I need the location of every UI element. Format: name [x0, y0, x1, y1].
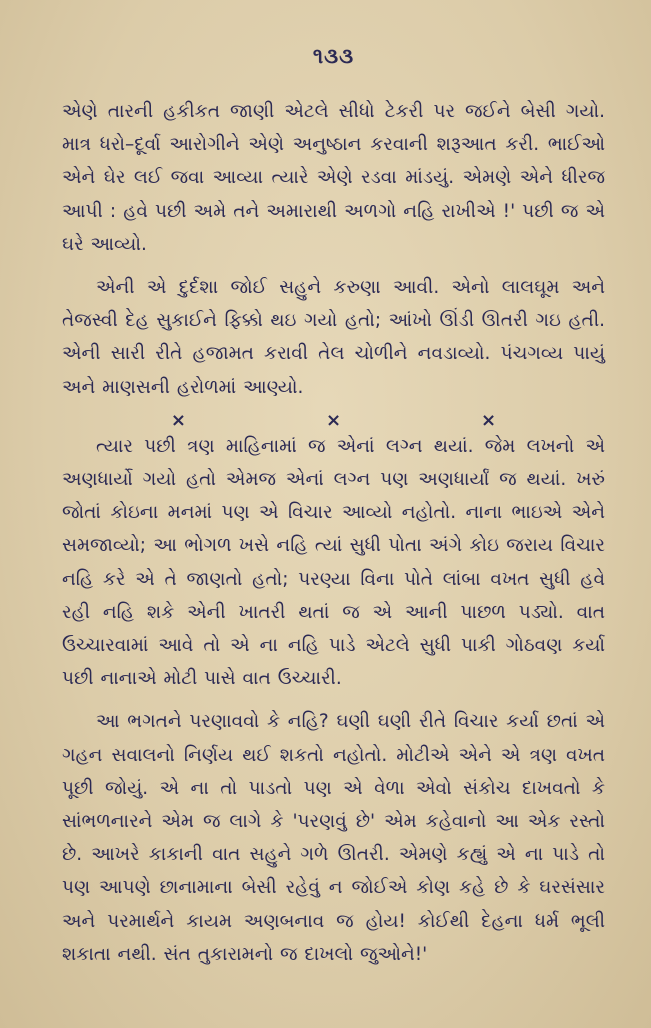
paragraph-3: ત્યાર પછી ત્રણ માહિનામાં જ એનાં લગ્ન થયાં. જેમ લખનો એ અણધાર્યો ગયો હતો એમજ એનાં લગ્ન પણ અણધાર્યાં જ થયાં. ખરું જોતાં કોઇના મનમાં પણ એ વિચાર આવ્યો નહોતો. નાના ભાઇએ એને સમજાવ્યો; આ ભોગળ ખસે નહિ ત્યાં સુધી પોતા અંગે કોઇ જરાય વિચાર નહિ કરે એ તે જાણતો હતો; પરણ્યા વિના પોતે લાંબા વખત સુધી હવે રહી નહિ શકે એની ખાતરી થતાં જ એ આની પાછળ પડ્યો. વાત ઉચ્ચારવામાં આવે તો એ ના નહિ પાડે એટલે સુધી પાકી ગોઠવણ કર્યા પછી નાનાએ મોટી પાસે વાત ઉચ્ચારી.	[62, 435, 605, 690]
separator-mark-3: ×	[481, 409, 497, 431]
separator-mark-2: ×	[325, 409, 342, 431]
paragraph-4: આ ભગતને પરણાવવો કે નહિ? ઘણી ઘણી રીતે વિચાર કર્યા છતાં એ ગહન સવાલનો નિર્ણય થઈ શકતો નહોતો. મોટીએ એને એ ત્રણ વખત પૂછી જોયું. એ ના તો પાડતો પણ એ વેળા એવો સંકોચ દાખવતો કે સાંભળનારને એમ જ લાગે કે 'પરણવું છે' એમ કહેવાનો આ એક રસ્તો છે. આખરે કાકાની વાત સહુને ગળે ઊતરી. એમણે કહ્યું એ ના પાડે તો પણ આપણે છાનામાના બેસી રહેવું ન જોઈએ કોણ કહે છે કે ઘરસંસાર અને પરમાર્થને કાયમ અણબનાવ જ હોય! કોઈથી દેહના ધર્મ ભૂલી શકાતા નથી. સંત તુકારામનો જ દાખલો જુઓને!'	[62, 711, 605, 965]
paragraph-1: એણે તારની હકીકત જાણી એટલે સીધો ટેકરી પર જઈને બેસી ગયો. માત્ર ધરો–દૂર્વા આરોગીને એણે અનુષ્ઠાન કરવાની શરૂઆત કરી. ભાઈઓ એને ઘેર લઈ જવા આવ્યા ત્યારે એણે રડવા માંડયું. એમણે એને ધીરજ આપી : હવે પછી અમે તને અમારાથી અળગો નહિ રાખીએ !' પછી જ એ ઘરે આવ્યો.	[62, 101, 605, 255]
section-separator	[62, 410, 605, 432]
separator-mark-1: ×	[170, 409, 186, 431]
page-number: ૧૩૩	[312, 44, 355, 68]
paragraph-2: એની એ દુર્દશા જોઈ સહુને કરુણા આવી. એનો લાલઘૂમ અને તેજસ્વી દેહ સુકાઈને ફિક્કો થઇ ગયો હતો; આંખો ઊંડી ઊતરી ગઇ હતી. એની સારી રીતે હજામત કરાવી તેલ ચોળીને નવડાવ્યો. પંચગવ્ય પાયું અને માણસની હરોળમાં આણ્યો.	[62, 277, 605, 398]
